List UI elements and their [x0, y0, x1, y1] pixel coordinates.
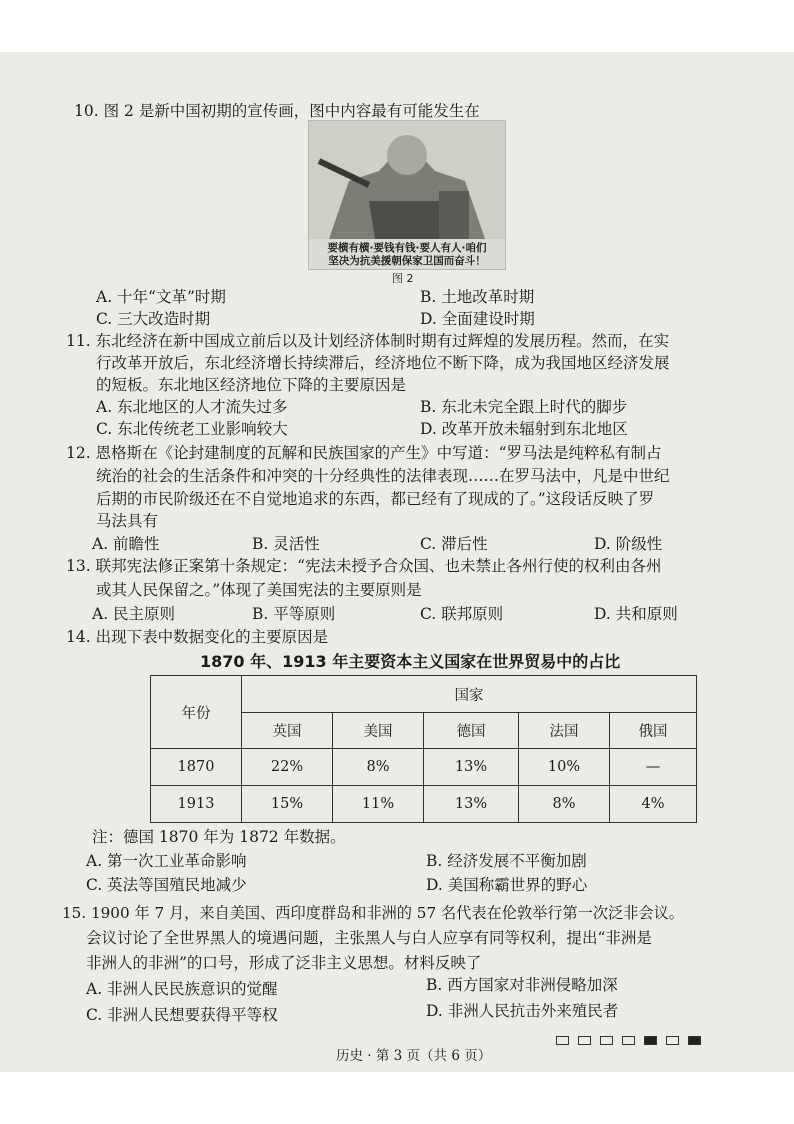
q14-option-d[interactable]: D. 美国称霸世界的野心 [426, 876, 588, 894]
q14-option-b[interactable]: B. 经济发展不平衡加剧 [426, 852, 587, 870]
q15-stem-line-1: 15. 1900 年 7 月，来自美国、西印度群岛和非洲的 57 名代表在伦敦举行第一次泛非会议。 [62, 904, 684, 922]
year-header: 年份 [151, 676, 242, 749]
table-row [151, 786, 697, 823]
q12-option-c[interactable]: C. 滞后性 [420, 535, 488, 553]
poster-image [309, 121, 505, 239]
q12-option-b[interactable]: B. 灵活性 [252, 535, 320, 553]
page-position-marks [556, 1036, 701, 1045]
poster-illustration [309, 121, 505, 239]
propaganda-poster-figure [308, 120, 506, 270]
value-cell: 13% [424, 786, 519, 823]
q13-option-d[interactable]: D. 共和原则 [594, 605, 678, 623]
q15-stem-line-2: 会议讨论了全世界黑人的境遇问题，主张黑人与白人应享有同等权利，提出“非洲是 [86, 929, 652, 947]
q14-option-a[interactable]: A. 第一次工业革命影响 [86, 852, 247, 870]
q13-option-b[interactable]: B. 平等原则 [252, 605, 336, 623]
country-header: 俄国 [610, 713, 697, 749]
page-mark-filled [688, 1036, 701, 1045]
value-cell: 8% [333, 749, 424, 786]
value-cell: 8% [519, 786, 610, 823]
country-group-header: 国家 [242, 676, 697, 713]
page-mark-filled [644, 1036, 657, 1045]
q12-stem-line-2: 统治的社会的生活条件和冲突的十分经典性的法律表现……在罗马法中，凡是中世纪 [96, 467, 670, 485]
q12-stem-line-4: 马法具有 [96, 512, 159, 530]
q13-option-c[interactable]: C. 联邦原则 [420, 605, 504, 623]
page-mark-empty [666, 1036, 679, 1045]
country-header: 德国 [424, 713, 519, 749]
figure-caption: 图 2 [392, 272, 414, 285]
page-footer: 历史 · 第 3 页（共 6 页） [336, 1048, 492, 1064]
country-header: 英国 [242, 713, 333, 749]
poster-slogan-line-1: 要横有横·要钱有钱·要人有人·咱们 [327, 242, 487, 254]
q12-stem-line-3: 后期的市民阶级还在不自觉地追求的东西，都已经有了现成的了。”这段话反映了罗 [96, 490, 655, 508]
value-cell: 22% [242, 749, 333, 786]
country-header: 美国 [333, 713, 424, 749]
q13-stem-line-1: 13. 联邦宪法修正案第十条规定：“宪法未授予合众国、也未禁止各州行使的权利由各州 [66, 557, 662, 575]
trade-share-table [150, 675, 697, 823]
country-header: 法国 [519, 713, 610, 749]
q10-stem: 10. 图 2 是新中国初期的宣传画，图中内容最有可能发生在 [74, 102, 480, 120]
q10-option-c[interactable]: C. 三大改造时期 [96, 310, 211, 328]
value-cell: 4% [610, 786, 697, 823]
q15-option-b[interactable]: B. 西方国家对非洲侵略加深 [426, 976, 618, 994]
value-cell: — [610, 749, 697, 786]
table-row [151, 749, 697, 786]
value-cell: 11% [333, 786, 424, 823]
page-mark-empty [600, 1036, 613, 1045]
q11-stem-line-2: 行改革开放后，东北经济增长持续滞后，经济地位不断下降，成为我国地区经济发展 [96, 354, 670, 372]
q12-option-a[interactable]: A. 前瞻性 [92, 535, 160, 553]
q11-option-d[interactable]: D. 改革开放未辐射到东北地区 [420, 420, 628, 438]
q12-stem-line-1: 12. 恩格斯在《论封建制度的瓦解和民族国家的产生》中写道：“罗马法是纯粹私有制占 [66, 444, 662, 462]
q11-option-b[interactable]: B. 东北未完全跟上时代的脚步 [420, 398, 628, 416]
q11-option-a[interactable]: A. 东北地区的人才流失过多 [96, 398, 288, 416]
poster-slogan-line-2: 坚决为抗美援朝保家卫国而奋斗！ [328, 255, 486, 267]
value-cell: 13% [424, 749, 519, 786]
q15-stem-line-3: 非洲人的非洲”的口号，形成了泛非主义思想。材料反映了 [86, 954, 482, 972]
q15-option-c[interactable]: C. 非洲人民想要获得平等权 [86, 1006, 278, 1024]
q14-stem: 14. 出现下表中数据变化的主要原因是 [66, 628, 329, 646]
table-title: 1870 年、1913 年主要资本主义国家在世界贸易中的占比 [200, 652, 621, 671]
value-cell: 15% [242, 786, 333, 823]
table-note: 注：德国 1870 年为 1872 年数据。 [92, 828, 346, 846]
q13-option-a[interactable]: A. 民主原则 [92, 605, 176, 623]
page-mark-empty [622, 1036, 635, 1045]
q11-stem-line-1: 11. 东北经济在新中国成立前后以及计划经济体制时期有过辉煌的发展历程。然而，在实 [66, 332, 670, 350]
q13-stem-line-2: 或其人民保留之。”体现了美国宪法的主要原则是 [96, 581, 422, 599]
q14-option-c[interactable]: C. 英法等国殖民地减少 [86, 876, 247, 894]
q10-option-b[interactable]: B. 土地改革时期 [420, 288, 535, 306]
q15-option-a[interactable]: A. 非洲人民民族意识的觉醒 [86, 980, 278, 998]
q11-stem-line-3: 的短板。东北地区经济地位下降的主要原因是 [96, 376, 407, 394]
year-cell: 1913 [151, 786, 242, 823]
q15-option-d[interactable]: D. 非洲人民抗击外来殖民者 [426, 1002, 619, 1020]
page-mark-empty [556, 1036, 569, 1045]
q10-option-a[interactable]: A. 十年“文革”时期 [96, 288, 226, 306]
q10-option-d[interactable]: D. 全面建设时期 [420, 310, 535, 328]
q11-option-c[interactable]: C. 东北传统老工业影响较大 [96, 420, 288, 438]
year-cell: 1870 [151, 749, 242, 786]
q12-option-d[interactable]: D. 阶级性 [594, 535, 663, 553]
page-mark-empty [578, 1036, 591, 1045]
value-cell: 10% [519, 749, 610, 786]
